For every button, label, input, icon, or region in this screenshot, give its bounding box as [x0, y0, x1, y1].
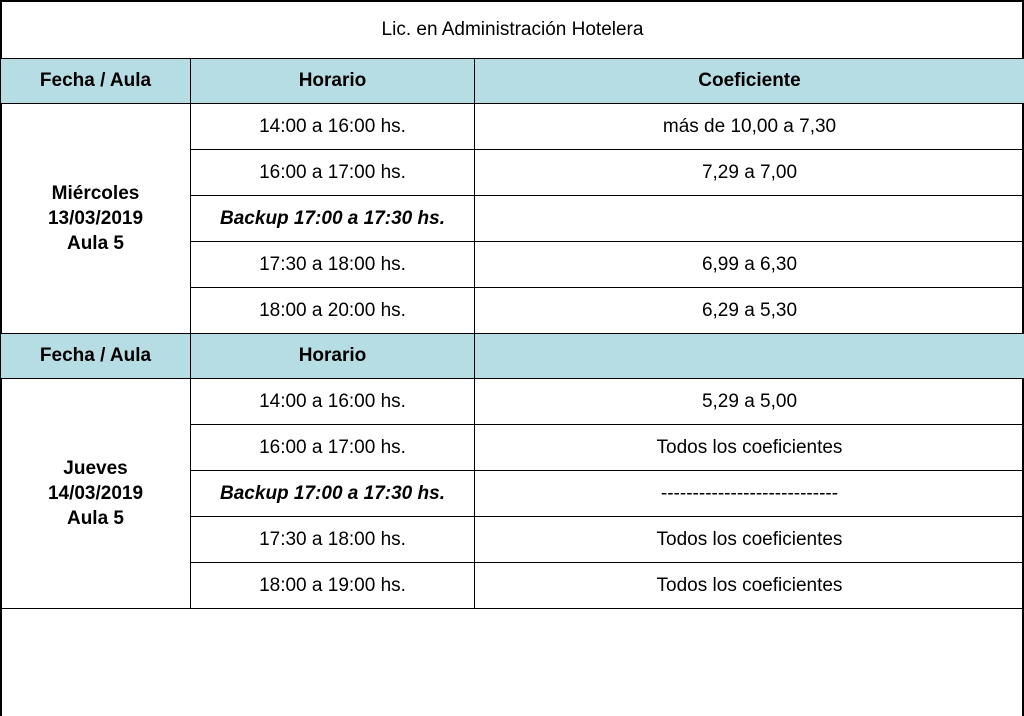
- horario-cell: 17:30 a 18:00 hs.: [191, 517, 475, 563]
- coeficiente-cell: 6,29 a 5,30: [475, 288, 1024, 334]
- backup-horario-cell: Backup 17:00 a 17:30 hs.: [191, 471, 475, 517]
- table-row: [1, 379, 1024, 425]
- coeficiente-cell: ----------------------------: [475, 471, 1024, 517]
- header-horario: Horario: [191, 334, 475, 379]
- table-row: [1, 104, 1024, 150]
- title-row: [1, 1, 1024, 59]
- horario-cell: 14:00 a 16:00 hs.: [191, 379, 475, 425]
- section2-header-row: [1, 334, 1024, 379]
- date-cell-miercoles: [1, 104, 191, 334]
- header-coeficiente: [475, 334, 1024, 379]
- section1-header-row: [1, 59, 1024, 104]
- horario-cell: 16:00 a 17:00 hs.: [191, 150, 475, 196]
- horario-cell: 14:00 a 16:00 hs.: [191, 104, 475, 150]
- header-coeficiente: Coeficiente: [475, 59, 1024, 104]
- date-value: 13/03/2019: [47, 208, 144, 229]
- coeficiente-cell: más de 10,00 a 7,30: [475, 104, 1024, 150]
- table-title: Lic. en Administración Hotelera: [1, 1, 1024, 59]
- horario-cell: 18:00 a 20:00 hs.: [191, 288, 475, 334]
- horario-cell: 18:00 a 19:00 hs.: [191, 563, 475, 609]
- date-room: Aula 5: [66, 233, 125, 254]
- coeficiente-cell: Todos los coeficientes: [475, 563, 1024, 609]
- backup-horario-cell: Backup 17:00 a 17:30 hs.: [191, 196, 475, 242]
- date-day: Jueves: [63, 458, 128, 479]
- coeficiente-cell: 7,29 a 7,00: [475, 150, 1024, 196]
- header-fecha-aula: Fecha / Aula: [1, 334, 191, 379]
- header-fecha-aula: Fecha / Aula: [1, 59, 191, 104]
- coeficiente-cell: 5,29 a 5,00: [475, 379, 1024, 425]
- date-cell-jueves: [1, 379, 191, 609]
- header-horario: Horario: [191, 59, 475, 104]
- horario-cell: 17:30 a 18:00 hs.: [191, 242, 475, 288]
- date-day: Miércoles: [51, 183, 140, 204]
- coeficiente-cell: 6,99 a 6,30: [475, 242, 1024, 288]
- coeficiente-cell: Todos los coeficientes: [475, 425, 1024, 471]
- coeficiente-cell: [475, 196, 1024, 242]
- date-value: 14/03/2019: [47, 483, 144, 504]
- horario-cell: 16:00 a 17:00 hs.: [191, 425, 475, 471]
- coeficiente-cell: Todos los coeficientes: [475, 517, 1024, 563]
- date-room: Aula 5: [66, 508, 125, 529]
